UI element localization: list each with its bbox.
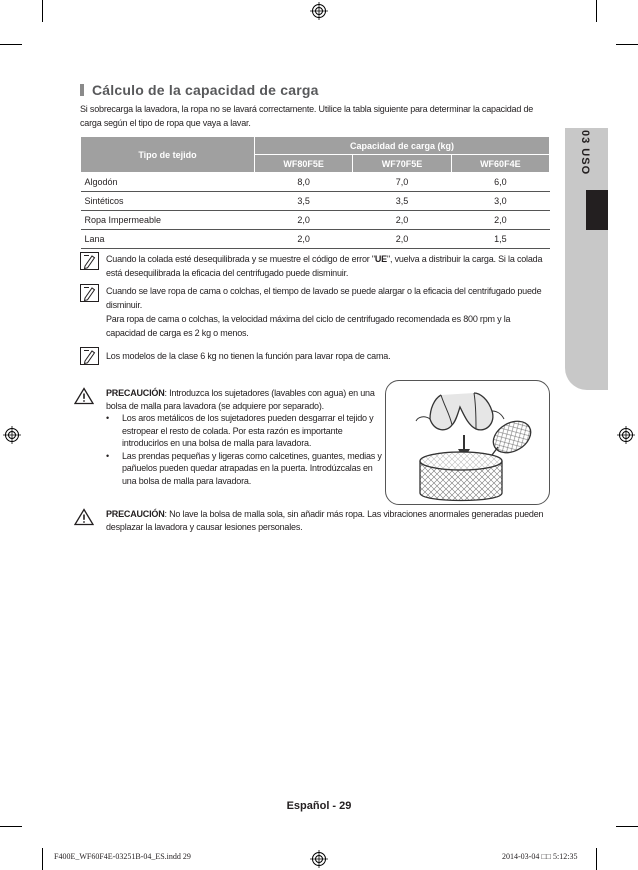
page-number: Español - 29 [286, 800, 352, 812]
load-capacity-table [80, 136, 550, 249]
col-header-model: WF80F5E [255, 155, 353, 173]
caution-bullets [106, 412, 386, 487]
chapter-label: 03 USO [579, 130, 591, 176]
crop-mark [596, 0, 597, 22]
capacity-value: 8,0 [255, 173, 353, 192]
caution-label: PRECAUCIÓN [106, 509, 165, 519]
crop-mark [616, 44, 638, 45]
registration-mark-icon [310, 850, 328, 868]
capacity-value: 6,0 [451, 173, 549, 192]
capacity-value: 2,0 [353, 211, 451, 230]
registration-mark-icon [3, 426, 21, 444]
col-header-group: Capacidad de carga (kg) [255, 137, 550, 155]
col-header-model: WF60F4E [451, 155, 549, 173]
bra-mesh-bag-icon [386, 381, 551, 506]
note-bedding [80, 284, 550, 340]
error-code: UE [374, 254, 387, 264]
caution-bra-mesh-bag [74, 387, 386, 487]
mesh-bag-illustration [385, 380, 550, 505]
table-row [81, 211, 550, 230]
capacity-value: 2,0 [255, 230, 353, 249]
note-text-part: ", vuelva a distribuir la carga. Si la colada está desequilibrada la eficacia del centrifugado puede disminuir. [106, 254, 543, 278]
note-6kg-class [80, 347, 550, 363]
capacity-value: 1,5 [451, 230, 549, 249]
note-icon [80, 252, 99, 270]
section-title [80, 82, 319, 98]
warning-icon [74, 387, 94, 405]
crop-mark [616, 826, 638, 827]
capacity-value: 3,5 [255, 192, 353, 211]
fabric-type: Algodón [81, 173, 255, 192]
caution-text [106, 508, 550, 533]
crop-mark [596, 848, 597, 870]
note-text-part: Cuando la colada esté desequilibrada y se muestre el código de error " [106, 254, 375, 264]
capacity-value: 2,0 [451, 211, 549, 230]
fabric-type: Ropa Impermeable [81, 211, 255, 230]
file-slug: F400E_WF60F4E-03251B-04_ES.indd 29 [54, 852, 191, 861]
capacity-value: 2,0 [353, 230, 451, 249]
note-text: Los modelos de la clase 6 kg no tienen la función para lavar ropa de cama. [106, 351, 391, 361]
capacity-value: 7,0 [353, 173, 451, 192]
date-slug: 2014-03-04 □□ 5:12:35 [502, 852, 578, 861]
crop-mark [42, 848, 43, 870]
note-text [106, 252, 550, 280]
capacity-value: 3,5 [353, 192, 451, 211]
crop-mark [42, 0, 43, 22]
caution-text [106, 387, 386, 412]
fabric-type: Sintéticos [81, 192, 255, 211]
title-bar-icon [80, 84, 84, 96]
note-icon [80, 347, 99, 365]
crop-mark [0, 826, 22, 827]
registration-mark-icon [310, 2, 328, 20]
caution-body: : Introduzca los sujetadores (lavables con agua) en una bolsa de malla para lavadora (se adquiere por separado). [106, 388, 375, 411]
caution-bullet: • Las prendas pequeñas y ligeras como calcetines, guantes, medias y pañuelos pueden quedar atrapadas en la puerta. Introdúzcalas en una bolsa de malla para lavadora. [106, 450, 386, 488]
section-intro: Si sobrecarga la lavadora, la ropa no se lavará correctamente. Utilice la tabla siguiente para determinar la capacidad de carga según el tipo de ropa que vaya a lavar. [80, 104, 534, 128]
note-icon [80, 284, 99, 302]
table-row [81, 230, 550, 249]
table-row [81, 173, 550, 192]
capacity-value: 3,0 [451, 192, 549, 211]
caution-label: PRECAUCIÓN [106, 388, 165, 398]
warning-icon [74, 508, 94, 526]
note-text: Para ropa de cama o colchas, la velocidad máxima del ciclo de centrifugado recomendada es 800 rpm y la capacidad de carga es 2 kg o menos. [106, 314, 511, 338]
note-text: Cuando se lave ropa de cama o colchas, el tiempo de lavado se puede alargar o la eficacia del centrifugado puede disminuir. [106, 286, 542, 310]
col-header-type: Tipo de tejido [81, 137, 255, 173]
note-unbalanced-load [80, 252, 550, 280]
registration-mark-icon [617, 426, 635, 444]
table-row [81, 192, 550, 211]
fabric-type: Lana [81, 230, 255, 249]
col-header-model: WF70F5E [353, 155, 451, 173]
section-title-text: Cálculo de la capacidad de carga [92, 82, 319, 98]
capacity-value: 2,0 [255, 211, 353, 230]
caution-bullet: • Los aros metálicos de los sujetadores pueden desgarrar el tejido y estropear el resto de colada. Por esta razón es importante introducirlos en una bolsa de malla para lavadora. [106, 412, 386, 450]
caution-mesh-bag-alone [74, 508, 550, 533]
crop-mark [0, 44, 22, 45]
chapter-indicator [586, 190, 608, 230]
caution-body: : No lave la bolsa de malla sola, sin añadir más ropa. Las vibraciones anormales generadas pueden desplazar la lavadora y causar lesiones personales. [106, 509, 544, 532]
